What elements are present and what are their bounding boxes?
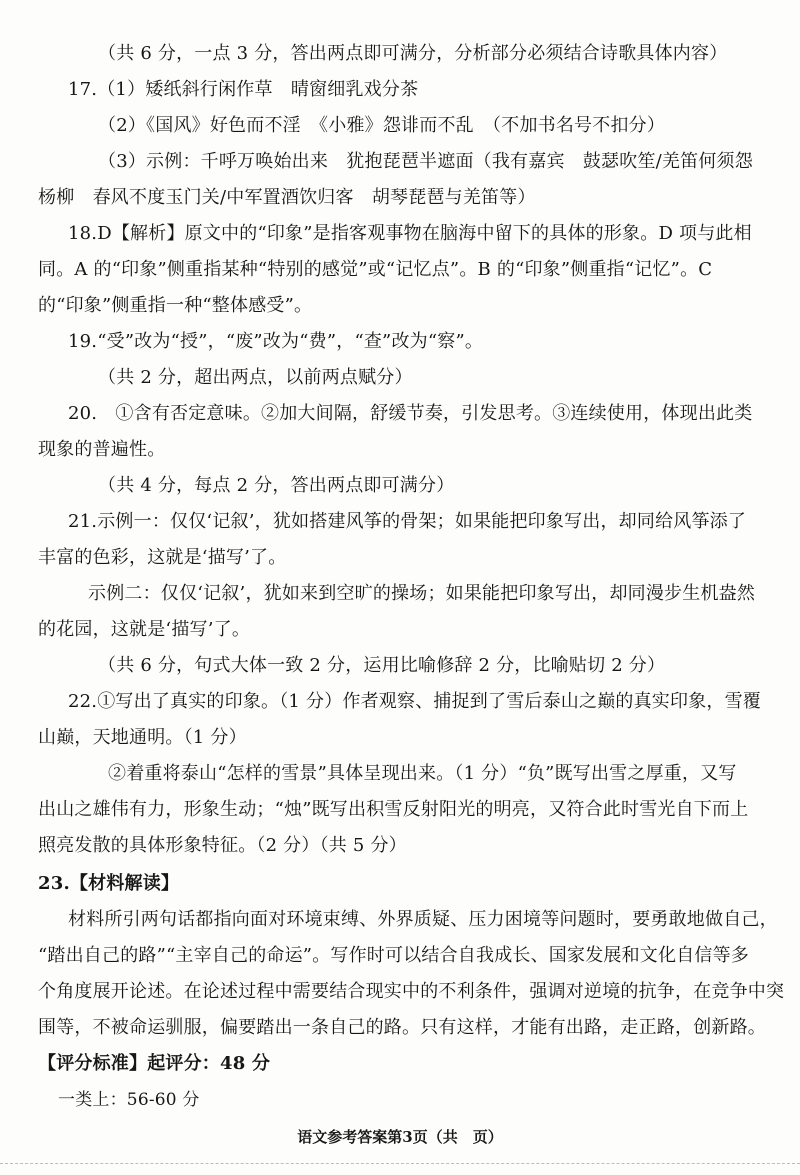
q21-example2: 示例二：仅仅‘记叙’，犹如来到空旷的操场；如果能把印象写出，却同漫步生机盎然	[88, 583, 756, 604]
grade-1-upper: 一类上：56-60 分	[58, 1090, 200, 1110]
q17-part1: 17.（1）矮纸斜行闲作草 晴窗细乳戏分茶	[68, 79, 419, 100]
page-footer: 语文参考答案第3页（共 页）	[297, 1128, 503, 1146]
q16-scoring-note: （共 6 分，一点 3 分，答出两点即可满分，分析部分必须结合诗歌具体内容）	[98, 43, 728, 64]
q23-material-line4: 围等，不被命运驯服，偏要踏出一条自己的路。只有这样，才能有出路，走正路，创新路。	[38, 1017, 766, 1038]
q19-answer: 19.“受”改为“授”，“废”改为“费”，“查”改为“察”。	[68, 331, 484, 352]
q23-material-line1: 材料所引两句话都指向面对环境束缚、外界质疑、压力困境等问题时，要勇敢地做自己，	[68, 909, 778, 930]
q19-scoring-note: （共 2 分，超出两点，以前两点赋分）	[98, 367, 413, 388]
q17-part2: （2）《国风》好色而不淫 《小雅》怨诽而不乱 （不加书名号不扣分）	[98, 115, 666, 136]
q22-point2-line3: 照亮发散的具体形象特征。（2 分）（共 5 分）	[38, 835, 407, 856]
q18-answer-line3: 的“印象”侧重指一种“整体感受”。	[38, 295, 313, 316]
q22-point2-line2: 出山之雄伟有力，形象生动；“烛”既写出积雪反射阳光的明亮，又符合此时雪光自下而上	[38, 799, 749, 820]
q23-material-line3: 个角度展开论述。在论述过程中需要结合现实中的不利条件，强调对逆境的抗争，在竞争中突	[38, 981, 785, 1002]
q18-answer-line2: 同。A 的“印象”侧重指某种“特别的感觉”或“记忆点”。B 的“印象”侧重指“记忆”。C	[38, 259, 713, 280]
q21-scoring-note: （共 6 分，句式大体一致 2 分，运用比喻修辞 2 分，比喻贴切 2 分）	[98, 655, 666, 676]
q21-example2-line2: 的花园，这就是‘描写’了。	[38, 619, 251, 640]
q21-example1-line2: 丰富的色彩，这就是‘描写’了。	[38, 547, 287, 568]
q20-answer-line2: 现象的普遍性。	[38, 439, 166, 460]
q22-point2: ②着重将泰山“怎样的雪景”具体呈现出来。（1 分）“负”既写出雪之厚重，又写	[108, 763, 737, 784]
scoring-heading: 【评分标准】起评分：48 分	[38, 1053, 271, 1074]
q20-answer: 20. ①含有否定意味。②加大间隔，舒缓节奏，引发思考。③连续使用，体现出此类	[68, 403, 753, 424]
q18-answer: 18.D【解析】原文中的“印象”是指客观事物在脑海中留下的具体的形象。D 项与此相	[68, 223, 752, 244]
q22-point1: 22.①写出了真实的印象。（1 分）作者观察、捕捉到了雪后泰山之巅的真实印象，雪覆	[68, 691, 761, 712]
q17-part3-continued: 杨柳 春风不度玉门关/中军置酒饮归客 胡琴琵琶与羌笛等）	[38, 187, 536, 208]
q22-point1-line2: 山巅，天地通明。（1 分）	[38, 727, 247, 748]
q21-example1: 21.示例一：仅仅‘记叙’，犹如搭建风筝的骨架；如果能把印象写出，却同给风筝添了	[68, 511, 747, 532]
page-edge-divider	[0, 1163, 800, 1167]
q23-heading: 23.【材料解读】	[38, 873, 180, 894]
q17-part3: （3）示例：千呼万唤始出来 犹抱琵琶半遮面（我有嘉宾 鼓瑟吹笙/羌笛何须怨	[98, 151, 753, 172]
q23-material-line2: “踏出自己的路”“主宰自己的命运”。写作时可以结合自我成长、国家发展和文化自信等多	[38, 945, 750, 966]
q20-scoring-note: （共 4 分，每点 2 分，答出两点即可满分）	[98, 475, 455, 496]
